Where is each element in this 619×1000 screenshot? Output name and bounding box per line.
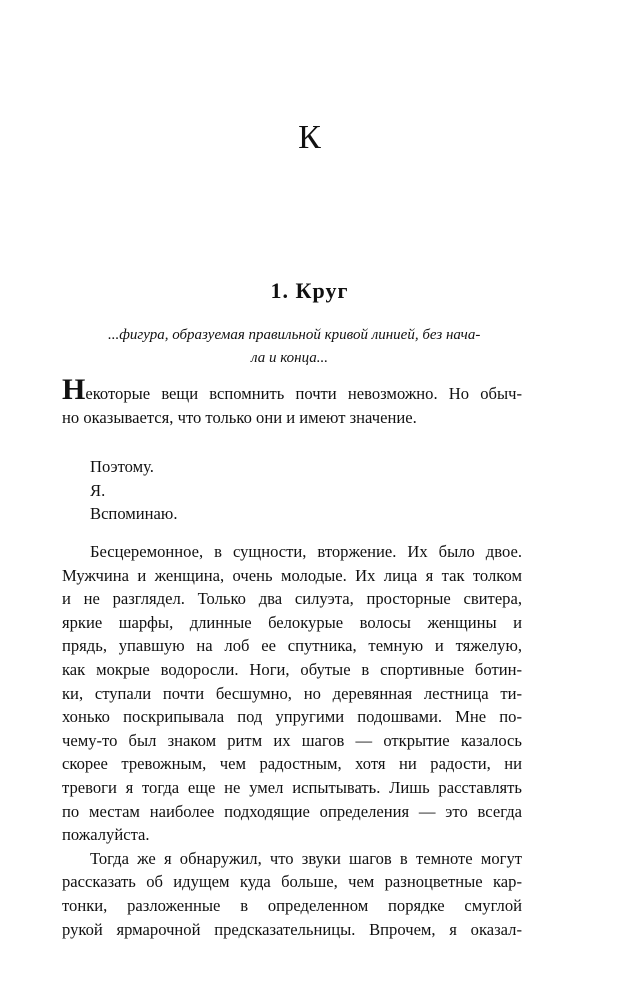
epigraph (108, 324, 508, 370)
short-line: Я. (90, 480, 106, 500)
drop-cap: Н (62, 373, 86, 406)
paragraph-line: тонки, разложенные в определенном порядке смуглой (62, 895, 522, 915)
short-lines (62, 455, 522, 526)
paragraph-line: ки, ступали почти бесшумно, но деревянная лестница ти- (62, 683, 522, 703)
paragraph-line: пожалуйста. (62, 825, 150, 845)
paragraph-line: рассказать об идущем куда больше, чем разноцветные кар- (62, 872, 522, 892)
opening-paragraph (62, 373, 522, 429)
paragraph-line: тревоги я тогда еще не умел испытывать. Лишь расставлять (62, 777, 522, 797)
chapter-title: 1. Круг (270, 278, 349, 303)
epigraph-line: ...фигура, образуемая правильной кривой линией, без нача- (108, 327, 481, 343)
paragraph-line: Тогда же я обнаружил, что звуки шагов в темноте могут (90, 848, 522, 868)
paragraph-line: чему-то был знаком ритм их шагов — открытие казалось (62, 730, 522, 750)
paragraph-line: яркие шарфы, длинные белокурые волосы женщины и (62, 612, 522, 632)
paragraph-line: и не разглядел. Только два силуэта, просторные свитера, (62, 589, 522, 609)
paragraph-line: Мужчина и женщина, очень молодые. Их лица я так толком (62, 565, 522, 585)
body-text (62, 540, 522, 941)
short-line: Поэтому. (90, 457, 154, 476)
paragraph-line: как мокрые водоросли. Ноги, обутые в спортивные ботин- (62, 659, 522, 679)
opening-line (62, 373, 522, 406)
short-line: Вспоминаю. (90, 504, 178, 524)
paragraph-line: Бесцеремонное, в сущности, вторжение. Их было двое. (90, 542, 522, 561)
paragraph-line: хонько поскрипывала под упругими подошвами. Мне по- (62, 707, 522, 727)
section-letter: К (298, 119, 321, 156)
opening-line-text: екоторые вещи вспомнить почти невозможно. Но обыч- (85, 384, 522, 403)
opening-line: но оказывается, что только они и имеют значение. (62, 407, 417, 427)
paragraph-line: рукой ярмарочной предсказательницы. Впрочем, я оказал- (62, 919, 522, 939)
epigraph-line: ла и конца... (251, 350, 329, 366)
paragraph-line: прядь, упавшую на лоб ее спутника, темную и тяжелую, (62, 636, 522, 656)
paragraph-line: по местам наиболее подходящие определения — это всегда (62, 801, 522, 821)
paragraph-line: скорее тревожным, чем радостным, хотя ни радости, ни (62, 754, 522, 774)
